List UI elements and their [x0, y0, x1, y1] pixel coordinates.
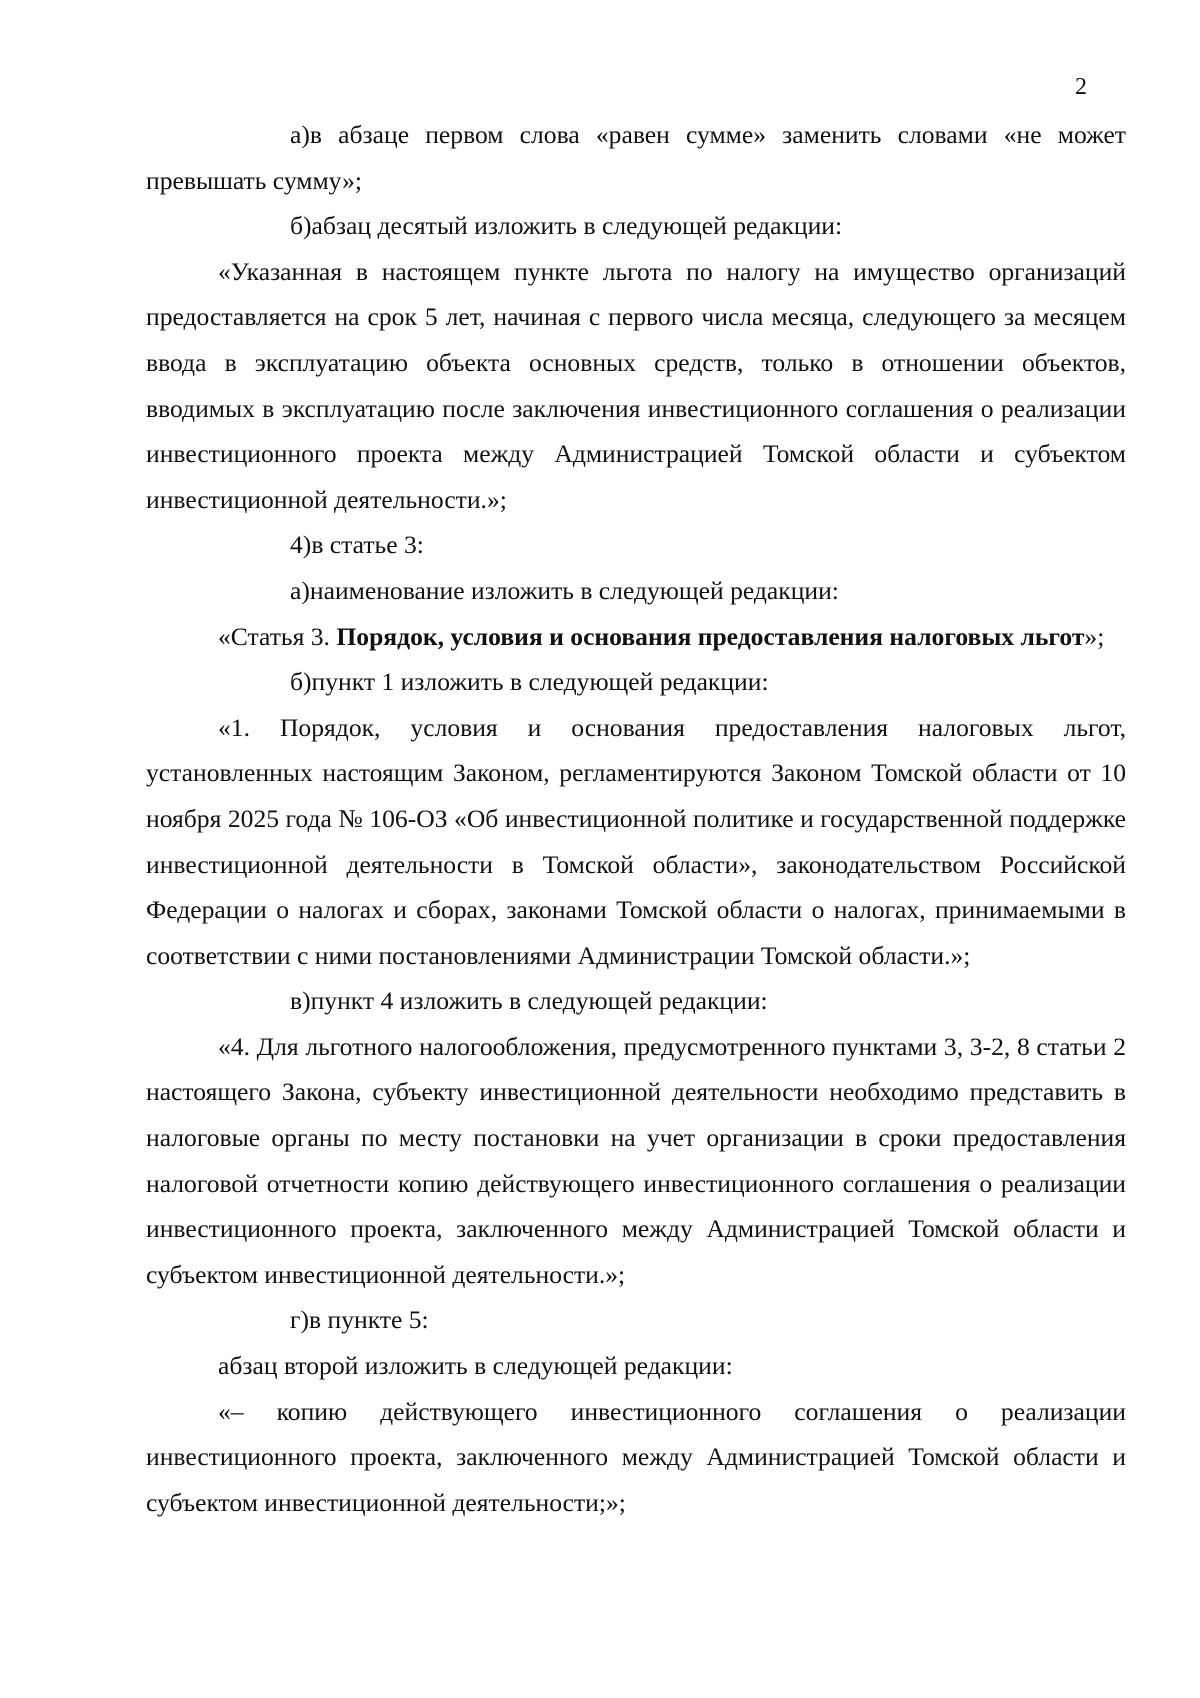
page-number: 2: [1075, 74, 1087, 100]
paragraph-text: в абзаце первом слова «равен сумме» заменить словами «не может превышать сумму»;: [146, 120, 1126, 195]
paragraph-quoted-point-1: «1. Порядок, условия и основания предоставления налоговых льгот, установленных настоящим Законом, регламентируются Законом Томской области от 10 ноября 2025 года № 106-ОЗ «Об инвестиционной политике и государственной поддержке инвестиционной деятельности в Томской области», законодательством Российской Федерации о налогах и сборах, законами Томской области о налогах, принимаемыми в соответствии с ними постановлениями Администрации Томской области.»;: [146, 712, 1126, 970]
list-marker: б): [290, 667, 312, 697]
paragraph-a-replace-words: [146, 112, 1126, 203]
list-marker: б): [290, 211, 312, 241]
paragraph-b-tenth-abzac: [146, 203, 1126, 249]
heading-suffix: »;: [1084, 621, 1105, 651]
paragraph-4-article-3: [146, 522, 1126, 568]
paragraph-text: пункт 1 изложить в следующей редакции:: [311, 667, 769, 697]
heading-prefix: «Статья 3.: [218, 621, 337, 651]
paragraph-quoted-point-4: «4. Для льготного налогообложения, предусмотренного пунктами 3, 3-2, 8 статьи 2 настоящего Закона, субъекту инвестиционной деятельности необходимо представить в налоговые органы по месту постановки на учет организации в сроки предоставления налоговой отчетности копию действующего инвестиционного соглашения о реализации инвестиционного проекта, заключенного между Администрацией Томской области и субъектом инвестиционной деятельности.»;: [146, 1031, 1126, 1289]
list-marker: г): [290, 1305, 310, 1335]
paragraph-text: пункт 4 изложить в следующей редакции:: [310, 986, 768, 1016]
paragraph-second-abzac: абзац второй изложить в следующей редакции:: [218, 1351, 733, 1381]
list-marker: а): [290, 120, 310, 149]
paragraph-quoted-benefit: «Указанная в настоящем пункте льгота по налогу на имущество организаций предоставляется на срок 5 лет, начиная с первого числа месяца, следующего за месяцем ввода в эксплуатацию объекта основных средств, только в отношении объектов, вводимых в эксплуатацию после заключения инвестиционного соглашения о реализации инвестиционного проекта между Администрацией Томской области и субъектом инвестиционной деятельности.»;: [146, 256, 1126, 514]
heading-bold-title: Порядок, условия и основания предоставления налоговых льгот: [336, 621, 1085, 651]
paragraph-text: абзац десятый изложить в следующей редакции:: [311, 211, 843, 241]
paragraph-g-point-5: [146, 1297, 1126, 1343]
paragraph-v-point-4: [146, 978, 1126, 1024]
list-marker: в): [290, 986, 311, 1016]
list-marker: 4): [290, 530, 312, 560]
list-marker: а): [290, 575, 310, 605]
paragraph-quoted-copy: «– копию действующего инвестиционного соглашения о реализации инвестиционного проекта, заключенного между Администрацией Томской области и субъектом инвестиционной деятельности;»;: [146, 1396, 1126, 1517]
paragraph-b-point-1: [146, 659, 1126, 705]
document-body: [146, 112, 1126, 1525]
paragraph-text: наименование изложить в следующей редакции:: [309, 575, 839, 605]
paragraph-text: в статье 3:: [311, 530, 424, 560]
paragraph-article-3-heading: [146, 614, 1126, 660]
paragraph-text: в пункте 5:: [309, 1305, 429, 1335]
paragraph-a-title: [146, 568, 1126, 614]
